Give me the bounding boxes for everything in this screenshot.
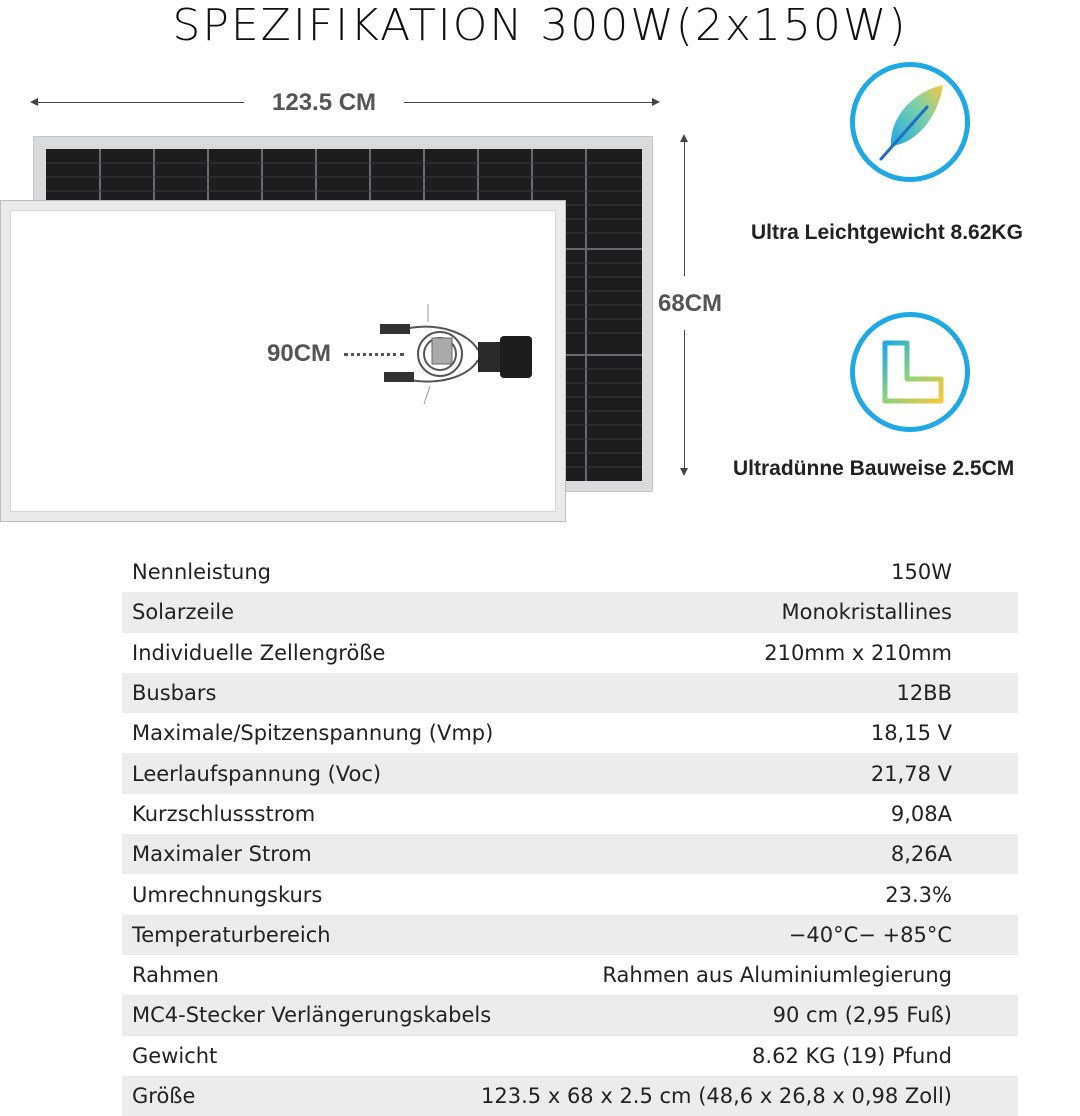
- spec-label: Solarzeile: [132, 600, 235, 625]
- spec-value: 9,08A: [890, 801, 952, 826]
- spec-label: Individuelle Zellengröße: [132, 640, 386, 665]
- spec-value: 12BB: [896, 681, 952, 706]
- spec-label: Temperaturbereich: [132, 922, 331, 947]
- spec-row: [122, 1036, 1018, 1076]
- spec-label: Größe: [132, 1084, 196, 1108]
- spec-value: −40°C− +85°C: [788, 922, 952, 947]
- spec-label: Nennleistung: [132, 560, 271, 585]
- spec-value: 18,15 V: [870, 721, 952, 746]
- spec-row: [122, 1076, 1018, 1116]
- spec-row: [122, 633, 1018, 673]
- arrow-up-icon: [680, 134, 688, 142]
- dimension-line: [36, 102, 244, 103]
- spec-row: [122, 592, 1018, 632]
- height-label: 68CM: [658, 290, 723, 317]
- cable-length-label: 90CM: [267, 340, 332, 367]
- feature-lightweight-label: Ultra Leichtgewicht 8.62KG: [751, 221, 1023, 244]
- spec-value: 210mm x 210mm: [764, 640, 952, 665]
- spec-value: Monokristallines: [781, 600, 952, 625]
- spec-label: Maximaler Strom: [132, 842, 312, 867]
- spec-value: Rahmen aus Aluminiumlegierung: [602, 963, 952, 988]
- page-title: SPEZIFIKATION 300W(2x150W): [172, 0, 908, 51]
- spec-table: [122, 552, 1018, 1116]
- spec-row: [122, 955, 1018, 995]
- spec-row: [122, 552, 1018, 592]
- spec-label: Umrechnungskurs: [132, 882, 323, 907]
- arrow-right-icon: [652, 98, 660, 106]
- spec-value: 90 cm (2,95 Fuß): [772, 1003, 952, 1028]
- spec-row: [122, 753, 1018, 793]
- spec-value: 123.5 x 68 x 2.5 cm (48,6 x 26,8 x 0,98 Zoll): [481, 1084, 952, 1108]
- spec-row: [122, 713, 1018, 753]
- spec-value: 8.62 KG (19) Pfund: [752, 1043, 952, 1068]
- spec-value: 150W: [891, 560, 952, 585]
- feature-thin-label: Ultradünne Bauweise 2.5CM: [733, 457, 1015, 480]
- spec-label: Busbars: [132, 681, 217, 706]
- spec-label: Gewicht: [132, 1043, 218, 1068]
- spec-row: [122, 673, 1018, 713]
- spec-label: Rahmen: [132, 963, 219, 988]
- feather-icon: [850, 62, 970, 182]
- spec-label: Kurzschlussstrom: [132, 801, 316, 826]
- spec-value: 8,26A: [890, 842, 952, 867]
- dimension-line: [684, 142, 685, 276]
- ruler-icon: [850, 312, 970, 432]
- spec-label: MC4-Stecker Verlängerungskabels: [132, 1003, 492, 1028]
- spec-row: [122, 915, 1018, 955]
- arrow-down-icon: [680, 468, 688, 476]
- spec-row: [122, 834, 1018, 874]
- spec-label: Leerlaufspannung (Voc): [132, 761, 382, 786]
- dimension-line: [684, 330, 685, 470]
- cable-dotted-line: [344, 353, 404, 356]
- width-label: 123.5 CM: [272, 89, 377, 116]
- spec-value: 23.3%: [885, 882, 952, 907]
- spec-value: 21,78 V: [870, 761, 952, 786]
- spec-row: [122, 874, 1018, 914]
- dimension-line: [404, 102, 654, 103]
- spec-row: [122, 995, 1018, 1035]
- spec-row: [122, 794, 1018, 834]
- spec-label: Maximale/Spitzenspannung (Vmp): [132, 721, 494, 746]
